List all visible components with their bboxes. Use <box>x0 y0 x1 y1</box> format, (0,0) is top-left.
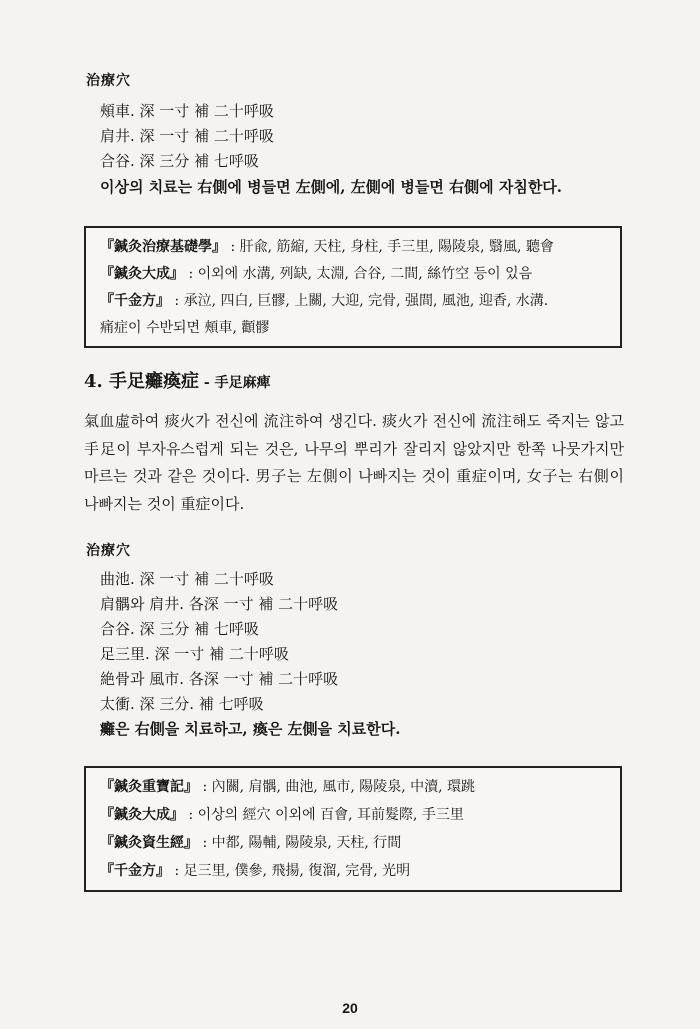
treatment-line: 肩髃와 肩井. 各深 一寸 補 二十呼吸 <box>100 595 339 613</box>
reference-box <box>84 766 622 892</box>
reference-text: : 承泣, 四白, 巨髎, 上關, 大迎, 完骨, 强間, 風池, 迎香, 水溝. <box>170 293 549 309</box>
reference-source: 『千金方』 <box>100 293 170 309</box>
treatment-line: 曲池. 深 一寸 補 二十呼吸 <box>100 570 274 588</box>
reference-row <box>100 236 554 256</box>
treatment-note: 癱은 右側을 치료하고, 瘓은 左側을 치료한다. <box>100 720 401 738</box>
reference-source: 『鍼灸重寶記』 <box>100 779 198 795</box>
heading-subtitle: - 手足麻痺 <box>199 375 271 391</box>
reference-row <box>100 804 464 824</box>
reference-row <box>100 860 410 880</box>
section-heading <box>84 367 271 393</box>
reference-box <box>84 226 622 348</box>
heading-title: 4. 手足癱瘓症 <box>84 371 200 392</box>
reference-row <box>100 290 548 310</box>
page-number: 20 <box>342 1000 358 1016</box>
treatment-line: 合谷. 深 三分 補 七呼吸 <box>100 620 259 638</box>
treatment-line: 足三里. 深 一寸 補 二十呼吸 <box>100 645 289 663</box>
reference-source: 『千金方』 <box>100 863 170 879</box>
reference-source: 『鍼灸大成』 <box>100 266 184 282</box>
reference-text: : 이상의 經穴 이외에 百會, 耳前髮際, 手三里 <box>184 807 464 823</box>
reference-text: 痛症이 수반되면 頰車, 顴髎 <box>100 320 270 336</box>
reference-text: : 內關, 肩髃, 曲池, 風市, 陽陵泉, 中瀆, 環跳 <box>198 779 476 795</box>
reference-row <box>100 317 269 337</box>
reference-text: : 肝兪, 筋縮, 天柱, 身柱, 手三里, 陽陵泉, 翳風, 聽會 <box>226 239 554 255</box>
reference-source: 『鍼灸治療基礎學』 <box>100 239 226 255</box>
treatment-line: 絶骨과 風市. 各深 一寸 補 二十呼吸 <box>100 670 339 688</box>
treatment-line: 肩井. 深 一寸 補 二十呼吸 <box>100 127 274 145</box>
section-label: 治療穴 <box>86 73 131 89</box>
treatment-line: 合谷. 深 三分 補 七呼吸 <box>100 152 259 170</box>
treatment-line: 太衝. 深 三分. 補 七呼吸 <box>100 695 264 713</box>
reference-row <box>100 832 401 852</box>
reference-row <box>100 776 475 796</box>
reference-source: 『鍼灸資生經』 <box>100 835 198 851</box>
reference-row <box>100 263 532 283</box>
treatment-note: 이상의 치료는 右側에 병들면 左側에, 左側에 병들면 右側에 자침한다. <box>100 178 563 196</box>
reference-text: : 이외에 水溝, 列缺, 太淵, 合谷, 二間, 絲竹空 등이 있음 <box>184 266 533 282</box>
body-paragraph: 氣血虛하여 痰火가 전신에 流注하여 생긴다. 痰火가 전신에 流注해도 죽지는 않고 手足이 부자유스럽게 되는 것은, 나무의 뿌리가 잘리지 않았지만 한쪽 나뭇가지만 마르는 것과 같은 것이다. 男子는 左側이 나빠지는 것이 重症이며, 女子는 右側이 나빠지는 것이 重症이다. <box>84 412 625 513</box>
treatment-line: 頰車. 深 一寸 補 二十呼吸 <box>100 102 274 120</box>
section-label: 治療穴 <box>86 543 131 559</box>
reference-text: : 中都, 陽輔, 陽陵泉, 天柱, 行間 <box>198 835 402 851</box>
reference-text: : 足三里, 僕參, 飛揚, 復溜, 完骨, 光明 <box>170 863 411 879</box>
reference-source: 『鍼灸大成』 <box>100 807 184 823</box>
